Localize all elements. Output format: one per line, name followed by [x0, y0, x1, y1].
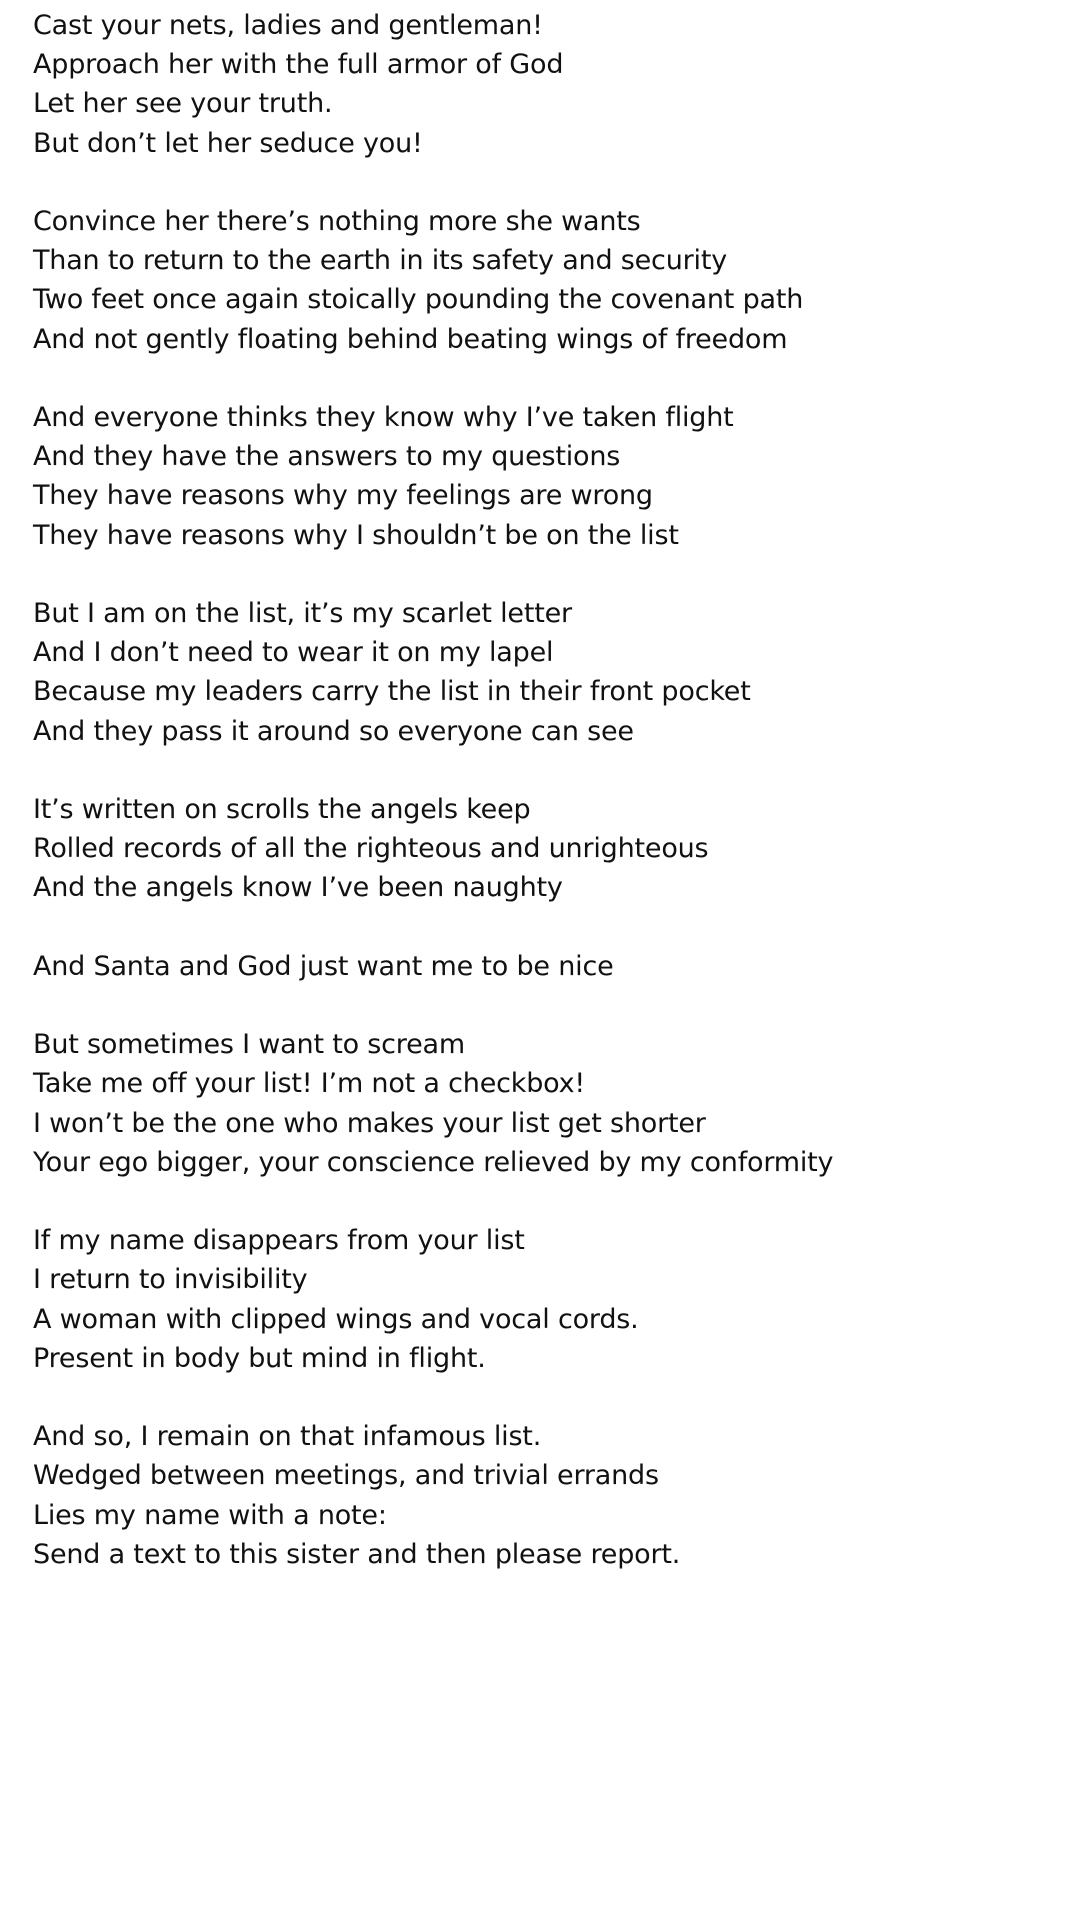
poem-line: Rolled records of all the righteous and unrighteous — [33, 833, 709, 865]
poem-line: A woman with clipped wings and vocal cords. — [33, 1303, 639, 1335]
poem-line: Approach her with the full armor of God — [33, 49, 564, 81]
poem-line: And I don’t need to wear it on my lapel — [33, 637, 554, 669]
poem-line: Wedged between meetings, and trivial errands — [33, 1460, 659, 1492]
poem-line: And everyone thinks they know why I’ve taken flight — [33, 402, 734, 433]
poem-line: And the angels know I’ve been naughty — [33, 872, 563, 904]
poem-line: Than to return to the earth in its safety and security — [33, 245, 727, 277]
poem-line: Send a text to this sister and then please report. — [33, 1538, 681, 1570]
poem-line: Present in body but mind in flight. — [33, 1342, 486, 1374]
poem-line: And not gently floating behind beating wings of freedom — [33, 323, 788, 355]
stanza-3 — [33, 398, 1053, 555]
stanza-2 — [33, 202, 1053, 359]
poem-line: Convince her there’s nothing more she wants — [33, 206, 641, 237]
stanza-8 — [33, 1221, 1053, 1378]
poem-body — [33, 6, 1053, 1613]
poem-line: But don’t let her seduce you! — [33, 127, 423, 159]
stanza-5 — [33, 790, 1053, 908]
poem-line: And they have the answers to my questions — [33, 441, 621, 473]
poem-line: Because my leaders carry the list in their front pocket — [33, 676, 751, 708]
poem-line: I won’t be the one who makes your list get shorter — [33, 1107, 706, 1139]
poem-line: And so, I remain on that infamous list. — [33, 1421, 542, 1453]
poem-line: Take me off your list! I’m not a checkbox! — [33, 1068, 586, 1100]
stanza-6 — [33, 947, 1053, 986]
poem-line: If my name disappears from your list — [33, 1225, 525, 1257]
poem-line: Your ego bigger, your conscience relieved by my conformity — [33, 1146, 834, 1178]
stanza-4 — [33, 594, 1053, 751]
stanza-1 — [33, 6, 1053, 163]
poem-line: But sometimes I want to scream — [33, 1029, 465, 1061]
poem-line: Let her see your truth. — [33, 88, 333, 120]
poem-line: And they pass it around so everyone can see — [33, 715, 634, 747]
poem-line: And Santa and God just want me to be nice — [33, 950, 614, 982]
poem-line: Lies my name with a note: — [33, 1499, 387, 1531]
poem-line: They have reasons why I shouldn’t be on the list — [33, 519, 679, 551]
poem-line: I return to invisibility — [33, 1264, 308, 1296]
poem-line: But I am on the list, it’s my scarlet letter — [33, 598, 572, 629]
poem-line: It’s written on scrolls the angels keep — [33, 794, 531, 825]
stanza-7 — [33, 1025, 1053, 1182]
poem-line: Cast your nets, ladies and gentleman! — [33, 10, 543, 41]
stanza-9 — [33, 1417, 1053, 1574]
poem-line: They have reasons why my feelings are wrong — [33, 480, 653, 512]
poem-line: Two feet once again stoically pounding the covenant path — [33, 284, 804, 316]
